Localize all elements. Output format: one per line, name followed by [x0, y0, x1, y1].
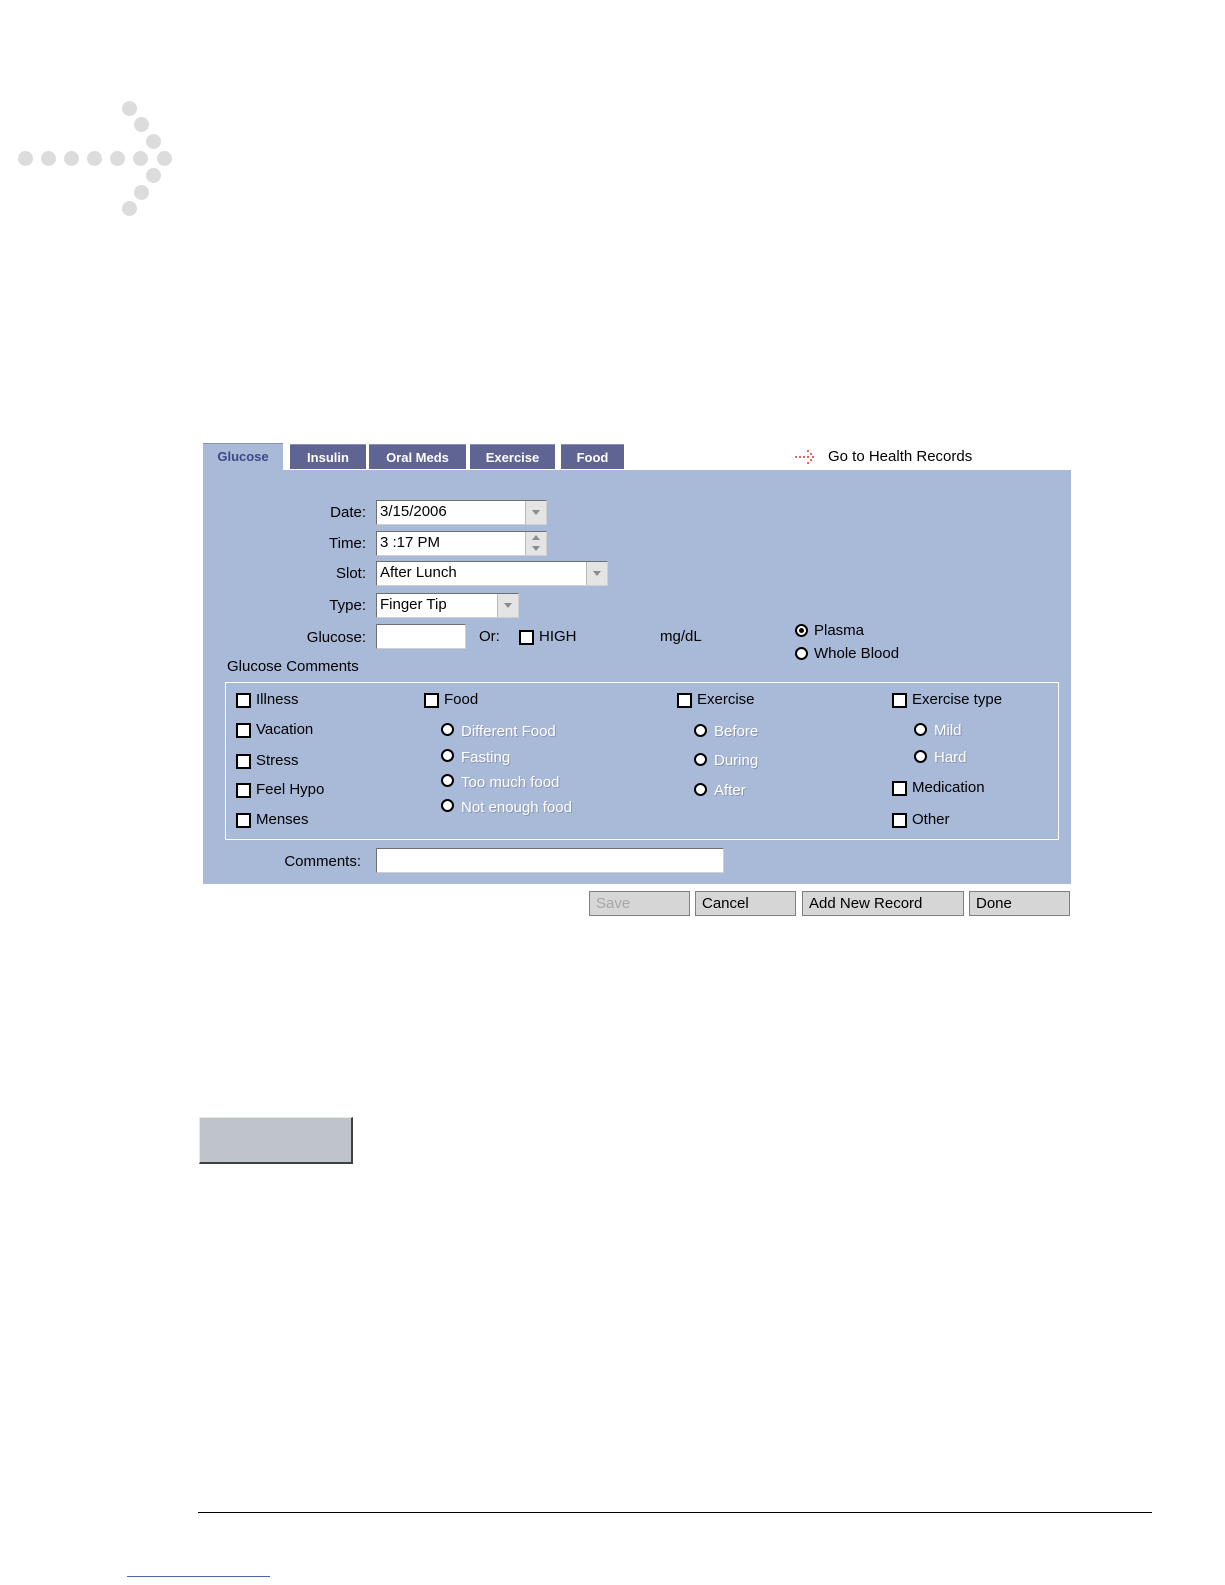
- type-select[interactable]: Finger Tip: [376, 593, 519, 618]
- vacation-label: Vacation: [256, 721, 314, 738]
- type-dropdown-button[interactable]: [497, 594, 518, 617]
- time-field[interactable]: 3 :17 PM: [376, 531, 547, 556]
- stress-label: Stress: [256, 752, 299, 769]
- done-button[interactable]: Done: [969, 891, 1070, 916]
- exercise-intensity-label: Mild: [934, 722, 962, 739]
- footer-divider: [198, 1512, 1152, 1513]
- food-option-label: Different Food: [461, 723, 556, 740]
- date-label: Date:: [330, 504, 366, 521]
- exercise-intensity-radio[interactable]: [914, 750, 927, 763]
- stress-checkbox[interactable]: [236, 754, 251, 769]
- exercise-timing-label: During: [714, 752, 759, 769]
- food-option-radio[interactable]: [441, 749, 454, 762]
- date-field[interactable]: 3/15/2006: [376, 500, 547, 525]
- comments-input[interactable]: [376, 848, 724, 873]
- food-option-radio[interactable]: [441, 723, 454, 736]
- glucose-input[interactable]: [376, 624, 466, 649]
- slot-select[interactable]: After Lunch: [376, 561, 608, 586]
- cancel-button[interactable]: Cancel: [695, 891, 796, 916]
- blank-button[interactable]: [199, 1117, 353, 1164]
- food-option-label: Not enough food: [461, 799, 572, 816]
- exercise-label: Exercise: [697, 691, 755, 708]
- high-label: HIGH: [539, 628, 577, 645]
- tab-food[interactable]: Food: [561, 444, 624, 469]
- food-option-label: Too much food: [461, 774, 560, 791]
- time-spinner[interactable]: [525, 532, 546, 555]
- add-new-record-button[interactable]: Add New Record: [802, 891, 964, 916]
- menses-checkbox[interactable]: [236, 813, 251, 828]
- feel-hypo-label: Feel Hypo: [256, 781, 325, 798]
- medication-label: Medication: [912, 779, 985, 796]
- exercise-intensity-label: Hard: [934, 749, 967, 766]
- slot-dropdown-button[interactable]: [586, 562, 607, 585]
- food-label: Food: [444, 691, 479, 708]
- medication-checkbox[interactable]: [892, 781, 907, 796]
- tab-oral-meds[interactable]: Oral Meds: [369, 444, 466, 469]
- exercise-timing-radio[interactable]: [694, 724, 707, 737]
- whole-blood-label: Whole Blood: [814, 645, 900, 662]
- plasma-radio[interactable]: [795, 624, 808, 637]
- high-checkbox[interactable]: [519, 630, 534, 645]
- spin-up-icon[interactable]: [532, 535, 540, 540]
- exercise-checkbox[interactable]: [677, 693, 692, 708]
- save-button[interactable]: Save: [589, 891, 690, 916]
- other-label: Other: [912, 811, 950, 828]
- exercise-type-checkbox[interactable]: [892, 693, 907, 708]
- type-label: Type:: [329, 597, 366, 614]
- unit-label: mg/dL: [660, 628, 702, 645]
- food-option-radio[interactable]: [441, 774, 454, 787]
- slot-label: Slot:: [335, 565, 366, 582]
- exercise-timing-radio[interactable]: [694, 753, 707, 766]
- time-label: Time:: [329, 535, 366, 552]
- or-label: Or:: [479, 628, 500, 645]
- date-dropdown-button[interactable]: [525, 501, 546, 524]
- footer-link-underline: [127, 1576, 270, 1577]
- exercise-intensity-radio[interactable]: [914, 723, 927, 736]
- illness-label: Illness: [256, 691, 299, 708]
- food-option-label: Fasting: [461, 749, 511, 766]
- tab-insulin[interactable]: Insulin: [290, 444, 366, 469]
- exercise-timing-label: Before: [714, 723, 759, 740]
- illness-checkbox[interactable]: [236, 693, 251, 708]
- food-checkbox[interactable]: [424, 693, 439, 708]
- vacation-checkbox[interactable]: [236, 723, 251, 738]
- exercise-type-label: Exercise type: [912, 691, 1003, 708]
- food-option-radio[interactable]: [441, 799, 454, 812]
- exercise-timing-radio[interactable]: [694, 783, 707, 796]
- other-checkbox[interactable]: [892, 813, 907, 828]
- feel-hypo-checkbox[interactable]: [236, 783, 251, 798]
- tab-glucose[interactable]: Glucose: [203, 443, 283, 470]
- comments-label: Comments:: [284, 853, 361, 870]
- tab-exercise[interactable]: Exercise: [470, 444, 555, 469]
- whole-blood-radio[interactable]: [795, 647, 808, 660]
- exercise-timing-label: After: [714, 782, 746, 799]
- glucose-label: Glucose:: [306, 629, 366, 646]
- health-records-label: Go to Health Records: [828, 448, 973, 465]
- plasma-label: Plasma: [814, 622, 865, 639]
- spin-down-icon[interactable]: [532, 546, 540, 551]
- glucose-comments-heading: Glucose Comments: [227, 658, 359, 675]
- menses-label: Menses: [256, 811, 309, 828]
- dotted-arrow-icon: [794, 448, 818, 466]
